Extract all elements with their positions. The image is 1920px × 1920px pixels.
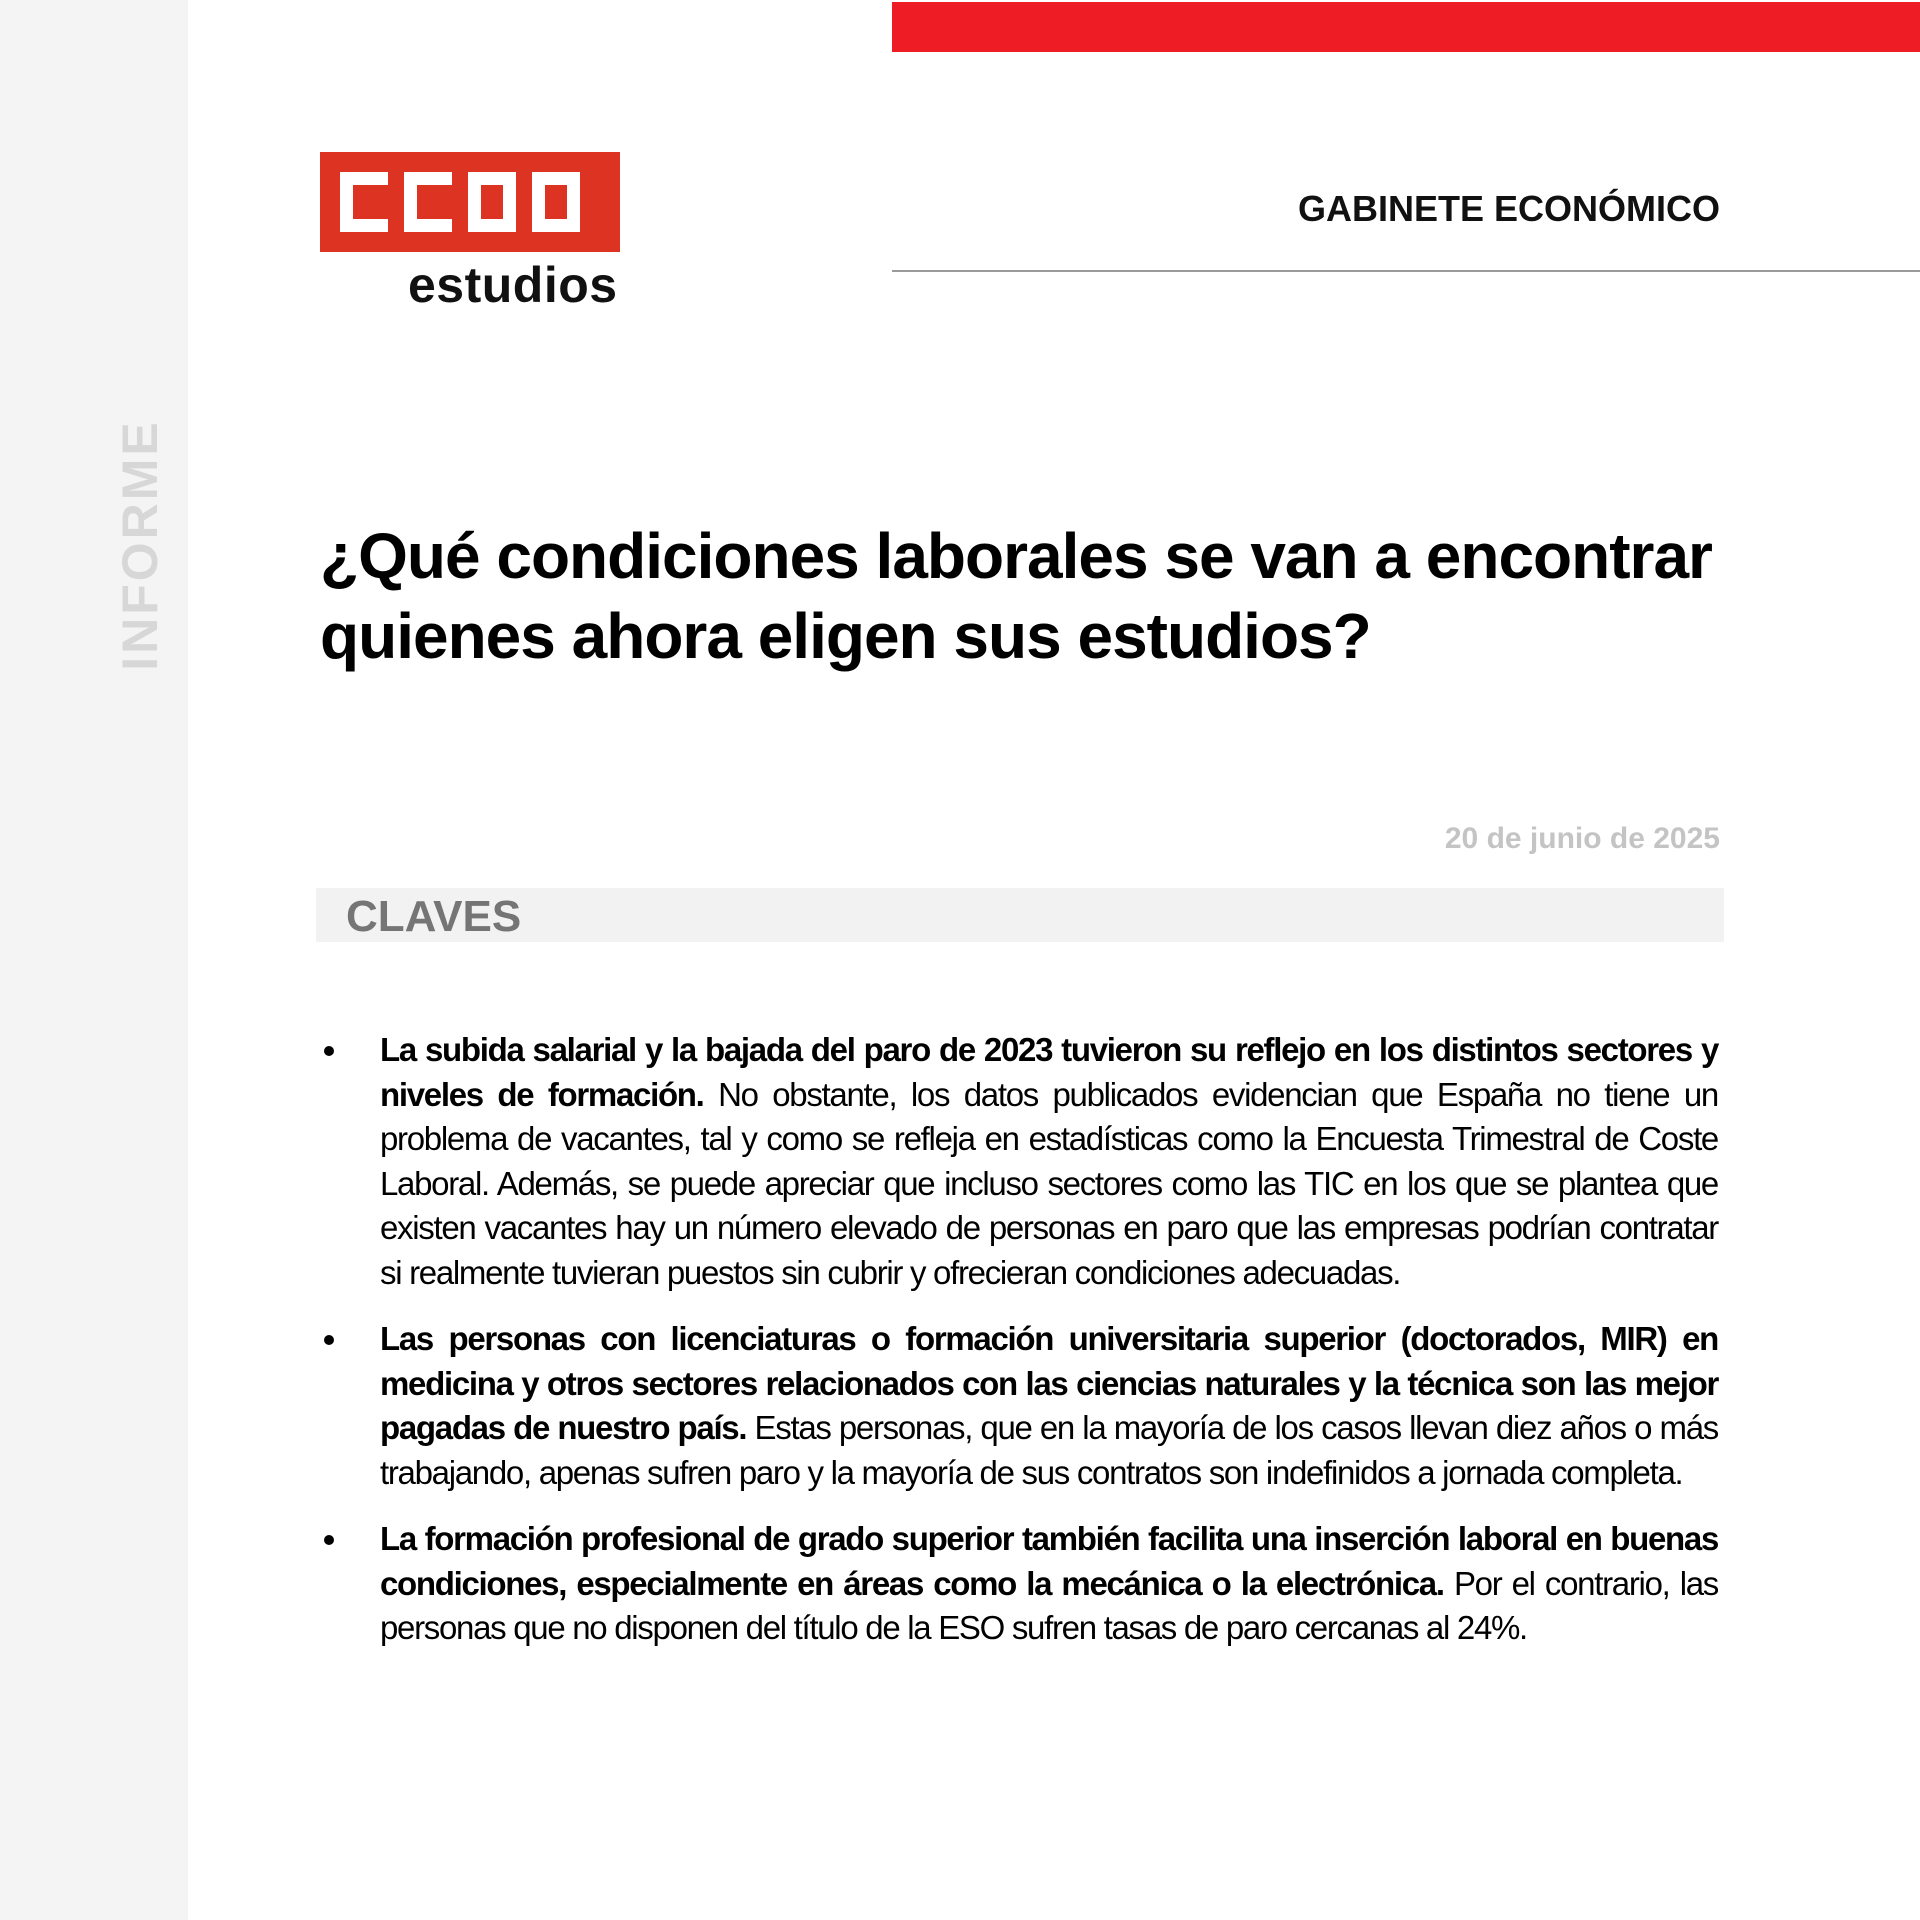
key-point-bold: La subida salarial y la bajada del paro de 2023 tuvieron su reflejo en los distintos sectores y niveles de formación. (380, 1031, 1718, 1113)
claves-heading: CLAVES (346, 892, 522, 941)
key-point (320, 1517, 1718, 1651)
bullet-icon (324, 1046, 334, 1056)
bullet-icon (324, 1535, 334, 1545)
title-line-2: quienes ahora eligen sus estudios? (320, 600, 1371, 672)
header-divider (892, 270, 1920, 272)
ccoo-logo-mark (320, 152, 620, 252)
key-point-bold: La formación profesional de grado superior también facilita una inserción laboral en buenas condiciones, especialmente en áreas como la mecánica o la electrónica. (380, 1520, 1718, 1602)
report-date: 20 de junio de 2025 (1444, 822, 1720, 855)
bullet-icon (324, 1335, 334, 1345)
top-accent-bar (892, 2, 1920, 52)
department-label: GABINETE ECONÓMICO (1297, 188, 1720, 229)
title-line-1: ¿Qué condiciones laborales se van a encontrar (320, 520, 1712, 592)
key-point-text: Por el contrario, las personas que no disponen del título de la ESO sufren tasas de paro cercanas al 24%. (380, 1564, 1718, 1646)
claves-heading-bar (316, 888, 1724, 942)
key-point (320, 1028, 1718, 1295)
key-point-text: Estas personas, que en la mayoría de los casos llevan diez años o más trabajando, apenas sufren paro y la mayoría de sus contratos son indefinidos a jornada completa. (380, 1409, 1718, 1491)
key-point (320, 1317, 1718, 1495)
ccoo-logo (320, 152, 620, 252)
report-type-label: INFORME (112, 419, 168, 671)
key-point-text: No obstante, los datos publicados evidencian que España no tiene un problema de vacantes, tal y como se refleja en estadísticas como la Encuesta Trimestral de Coste Laboral. Además, se puede apreciar que incluso sectores como las TIC en los que se plantea que existen vacantes hay un número elevado de personas en paro que las empresas podrían contratar si realmente tuvieran puestos sin cubrir y ofrecieran condiciones adecuadas. (380, 1075, 1718, 1291)
key-point-bold: Las personas con licenciaturas o formación universitaria superior (doctorados, MIR) en medicina y otros sectores relacionados con las ciencias naturales y la técnica son las mejor pagadas de nuestro país. (380, 1320, 1718, 1446)
logo-subtitle: estudios (408, 257, 618, 313)
key-points-list (320, 1028, 1718, 1673)
side-strip (0, 0, 188, 1920)
report-title (320, 516, 1750, 676)
